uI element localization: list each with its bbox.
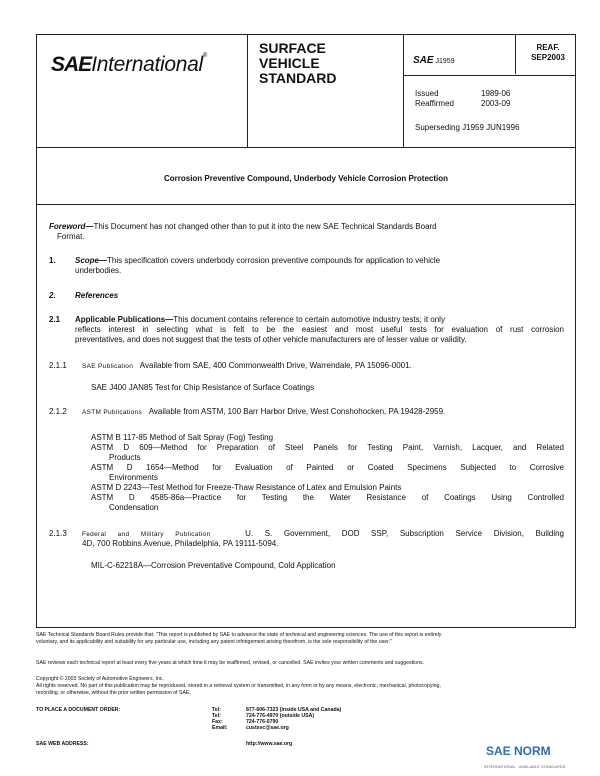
contact-row: Email: custsvc@sae.org <box>212 725 289 731</box>
sae-norm-logo: SAE NORM INTERNATIONAL · AVAILABLE STANDARDS <box>484 744 566 769</box>
applicable-publications: Applicable Publications—This document contains reference to certain automotive industry tests; it only <box>75 315 445 324</box>
sae-publication: SAE Publication Available from SAE, 400 Commonwealth Drive, Warrendale, PA 15096-0001. <box>82 361 412 370</box>
reference-item: ASTM D 1654—Method for Evaluation of Painted or Coated Specimens Subjected to Corrosive <box>91 463 564 472</box>
divider <box>403 35 404 147</box>
section-number: 2.1.1 <box>49 361 67 370</box>
document-body <box>36 205 576 627</box>
scope-line: underbodies. <box>75 266 122 275</box>
paragraph-line: preventatives, and does not suggest that the tests of other vehicle manufacturers are of lesser value or validity. <box>75 335 467 344</box>
contact-row: Tel: 724-776-4970 (outside USA) <box>212 713 315 719</box>
reference-item: SAE J400 JAN85 Test for Chip Resistance of Surface Coatings <box>91 383 315 392</box>
web-label: SAE WEB ADDRESS: <box>36 741 89 747</box>
reference-item: Condensation <box>109 503 159 512</box>
order-label: TO PLACE A DOCUMENT ORDER: <box>36 707 121 713</box>
reference-item: ASTM D 4585-86a—Practice for Testing the Water Resistance of Coatings Using Controlled <box>91 493 564 502</box>
scope: Scope—This specification covers underbody corrosion preventive compounds for application to vehicle <box>75 256 441 265</box>
federal-military-publication: Federal and Military Publication U. S. Government, DOD SSP, Subscription Service Division, Building <box>82 529 564 538</box>
reference-item: ASTM D 2243—Test Method for Freeze-Thaw Resistance of Latex and Emulsion Paints <box>91 483 402 492</box>
section-number: 2. <box>49 291 56 300</box>
copyright-notice: Copyright © 2003 Society of Automotive Engineers, Inc. All rights reserved. No part of this publication may be reproduced, stored in a retrieval system or transmitted, in any form or by any means, electronic, mechanical, photocopying, recording, or otherwise, without the prior written permission of SAE. <box>36 676 441 696</box>
contact-row: Fax: 724-776-0790 <box>212 719 279 725</box>
technical-board-rules: SAE Technical Standards Board Rules provide that: "This report is published by SAE to advance the state of technical and engineering sciences. The use of this report is entirely voluntary, and its applicability and suitability for any particular use, including any patent infringement arising therefrom, is the sole responsibility of the user." <box>36 632 442 645</box>
reference-item: Products <box>109 453 141 462</box>
reference-item: ASTM D 609—Method for Preparation of Steel Panels for Testing Paint, Varnish, Lacquer, and Related <box>91 443 564 452</box>
reference-item: Environments <box>109 473 158 482</box>
standard-title: SURFACE VEHICLE STANDARD <box>259 40 337 86</box>
foreword: Foreword—This Document has not changed other than to put it into the new SAE Technical Standards Board <box>49 222 437 231</box>
reference-item: ASTM B 117-85 Method of Salt Spray (Fog) Testing <box>91 433 274 442</box>
document-subject: Corrosion Preventive Compound, Underbody Vehicle Corrosion Protection <box>163 174 449 183</box>
foreword-line: Format. <box>57 232 85 241</box>
reaffirmation-box: REAF. SEP2003 <box>531 43 565 62</box>
contact-info <box>212 707 341 731</box>
paragraph-line: reflects interest in selecting what is felt to be the easiest and most useful tests for evaluation of rust corrosion <box>75 325 564 334</box>
document-number: SAE J1959 <box>413 55 455 66</box>
astm-publications: ASTM Publications Available from ASTM, 100 Barr Harbor Drive, West Conshohocken, PA 19428-2959. <box>82 407 446 416</box>
subject-box <box>36 148 576 205</box>
sae-international-logo: SAEInternational® <box>51 53 208 76</box>
contact-row: Tel: 877-606-7323 (inside USA and Canada) <box>212 707 342 713</box>
divider <box>515 35 516 74</box>
section-number: 2.1.3 <box>49 529 67 538</box>
superseding-note: Superseding J1959 JUN1996 <box>415 123 520 132</box>
section-number: 1. <box>49 256 56 265</box>
divider <box>403 75 575 76</box>
issue-dates: Issued 1989-06 Reaffirmed 2003-09 <box>415 89 511 108</box>
divider <box>247 35 248 147</box>
section-title: References <box>75 291 119 300</box>
review-note: SAE reviews each technical report at least every five years at which time it may be reaffirmed, revised, or cancelled. SAE invites your written comments and suggestions. <box>36 660 424 666</box>
reference-item: MIL-C-62218A—Corrosion Preventative Compound, Cold Application <box>91 561 336 570</box>
footer-divider <box>36 627 576 628</box>
paragraph-line: 4D, 700 Robbins Avenue, Philadelphia, PA 19111-5094. <box>82 539 279 548</box>
section-number: 2.1 <box>49 315 61 324</box>
section-number: 2.1.2 <box>49 407 67 416</box>
web-address-link[interactable]: http://www.sae.org <box>246 741 293 747</box>
document-header <box>36 34 576 148</box>
